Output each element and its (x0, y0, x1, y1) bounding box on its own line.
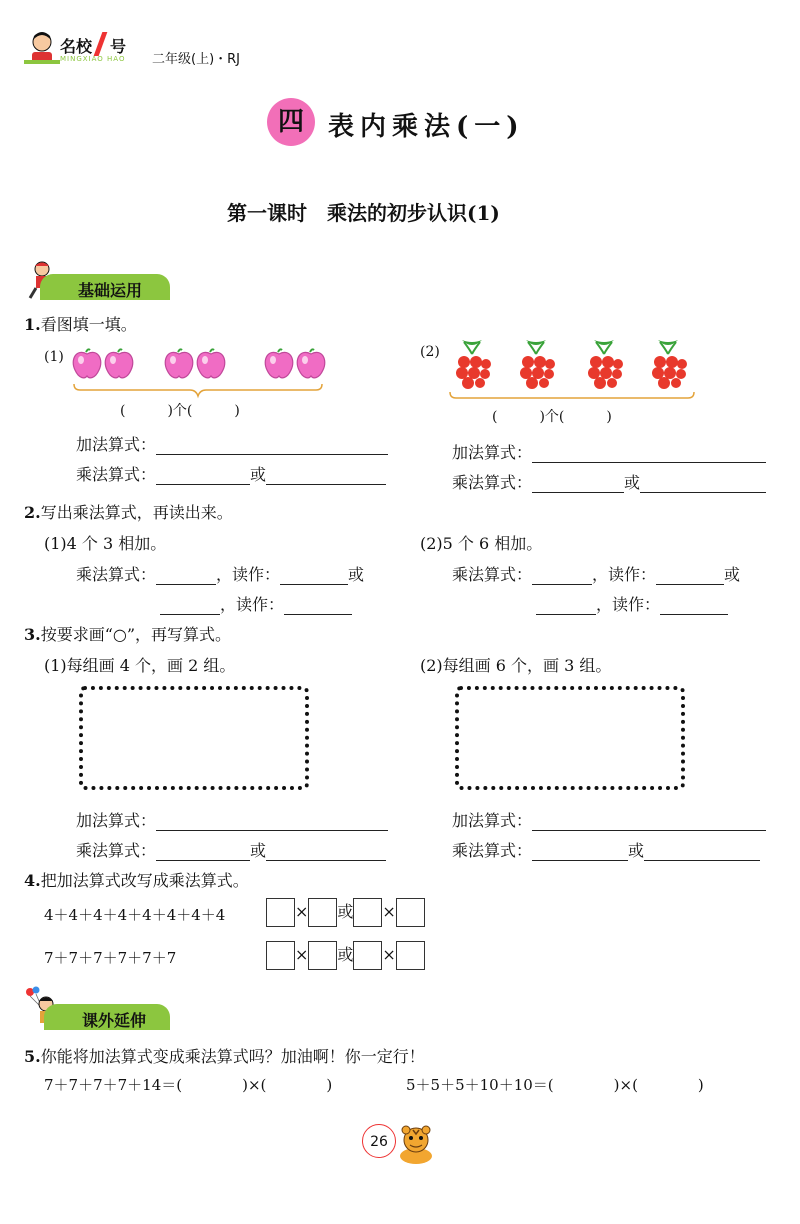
apple-icon (73, 349, 101, 377)
answer-box[interactable] (396, 898, 425, 927)
answer-line[interactable] (532, 566, 592, 585)
q3-part1-mul-row (76, 838, 386, 861)
answer-line[interactable] (532, 812, 766, 831)
answer-box[interactable] (266, 941, 295, 970)
section-title: 课外延伸 (44, 1004, 170, 1030)
add-label: 加法算式： (76, 811, 157, 830)
answer-line[interactable] (644, 842, 760, 861)
apple-icon (265, 349, 293, 377)
mul-label: 乘法算式： (76, 565, 157, 584)
unit-number: 四 (277, 107, 304, 137)
q3-part1-tag: (1)每组画 4 个，画 2 组。 (44, 656, 236, 675)
read-label: ，读作： (220, 595, 285, 614)
tiger-mascot-icon (396, 1124, 436, 1166)
q3-text: 按要求画“○”，再写算式。 (40, 625, 232, 644)
answer-line[interactable] (156, 436, 388, 455)
brand-pinyin: MINGXIAO HAO (60, 55, 126, 63)
answer-line[interactable] (156, 466, 250, 485)
answer-line[interactable] (660, 596, 728, 615)
answer-line[interactable] (160, 596, 220, 615)
mul-label: 乘法算式： (452, 841, 533, 860)
or-label: 或 (250, 465, 267, 484)
answer-line[interactable] (284, 596, 352, 615)
answer-line[interactable] (156, 842, 250, 861)
answer-line[interactable] (532, 444, 766, 463)
q4-row2-expr: 7＋7＋7＋7＋7＋7 (44, 949, 177, 967)
apple-groups-figure (72, 344, 332, 400)
drawing-area[interactable] (455, 686, 685, 790)
answer-line[interactable] (266, 466, 386, 485)
q1-text: 看图填一填。 (40, 315, 137, 334)
q2-heading (24, 500, 233, 523)
q5-expr1: 7＋7＋7＋7＋14＝( )×( ) (44, 1076, 333, 1094)
times-sign: × (382, 945, 396, 964)
apple-icon (297, 349, 325, 377)
apple-icon (105, 349, 133, 377)
q4-row1-expr: 4＋4＋4＋4＋4＋4＋4＋4 (44, 906, 226, 924)
answer-line[interactable] (532, 842, 628, 861)
lesson-title: 第一课时 乘法的初步认识(1) (227, 201, 500, 225)
q1-part1-tag: (1) (44, 349, 64, 365)
q4-row1-answer (266, 898, 425, 927)
read-label: ，读作： (216, 565, 281, 584)
brand-slash-icon (94, 32, 108, 56)
section-title: 基础运用 (40, 274, 170, 300)
q3-part2-mul-row (452, 838, 760, 861)
q3-number: 3. (24, 625, 41, 644)
brand-suffix: 号 (110, 37, 127, 56)
section-banner-basic (24, 260, 170, 300)
q1-part2-mul-row (452, 470, 766, 493)
q2-part1-row1 (76, 562, 364, 585)
mul-label: 乘法算式： (76, 465, 157, 484)
add-label: 加法算式： (76, 435, 157, 454)
q2-part2-row2 (536, 592, 728, 615)
add-label: 加法算式： (452, 443, 533, 462)
or-label: 或 (624, 473, 641, 492)
answer-line[interactable] (532, 474, 624, 493)
q4-number: 4. (24, 871, 41, 890)
cherry-groups-figure (448, 338, 698, 404)
q5-text: 你能将加法算式变成乘法算式吗？加油啊！你一定行！ (40, 1047, 425, 1066)
q1-part1-add-row (76, 432, 388, 455)
page-number-badge (362, 1124, 396, 1158)
cherry-bunch-icon (588, 340, 623, 389)
answer-box[interactable] (353, 898, 382, 927)
brand: 名校 (60, 37, 93, 56)
or-label: 或 (337, 945, 354, 964)
q2-part1-row2 (160, 592, 352, 615)
answer-line[interactable] (266, 842, 386, 861)
unit-title: 表内乘法(一) (328, 112, 525, 142)
q1-heading (24, 312, 137, 335)
cherry-bunch-icon (456, 340, 491, 389)
page-number: 26 (370, 1134, 388, 1150)
q2-part2-row1 (452, 562, 740, 585)
answer-line[interactable] (656, 566, 724, 585)
apple-icon (165, 349, 193, 377)
mul-label: 乘法算式： (452, 565, 533, 584)
mul-label: 乘法算式： (76, 841, 157, 860)
student-mascot-icon (22, 30, 62, 68)
or-label: 或 (628, 841, 645, 860)
times-sign: × (295, 945, 309, 964)
answer-line[interactable] (156, 566, 216, 585)
answer-line[interactable] (640, 474, 766, 493)
read-label: ，读作： (596, 595, 661, 614)
q1-part2-fill: ( )个( ) (492, 409, 612, 425)
q2-number: 2. (24, 503, 41, 522)
mul-label: 乘法算式： (452, 473, 533, 492)
unit-badge (267, 98, 315, 146)
q3-part1-add-row (76, 808, 388, 831)
or-label: 或 (348, 565, 365, 584)
q5-expr2: 5＋5＋5＋10＋10＝( )×( ) (406, 1076, 704, 1094)
drawing-area[interactable] (79, 686, 309, 790)
answer-box[interactable] (308, 898, 337, 927)
answer-box[interactable] (396, 941, 425, 970)
or-label: 或 (337, 902, 354, 921)
add-label: 加法算式： (452, 811, 533, 830)
q1-part1-fill: ( )个( ) (120, 403, 240, 419)
or-label: 或 (250, 841, 267, 860)
q4-row2-answer (266, 941, 425, 970)
answer-line[interactable] (156, 812, 388, 831)
q4-heading (24, 868, 249, 891)
header (22, 30, 282, 70)
q1-part2-add-row (452, 440, 766, 463)
answer-box[interactable] (353, 941, 382, 970)
q3-part2-tag: (2)每组画 6 个，画 3 组。 (420, 656, 612, 675)
q2-part2-tag: (2)5 个 6 相加。 (420, 534, 543, 553)
q3-heading (24, 622, 231, 645)
q2-part1-tag: (1)4 个 3 相加。 (44, 534, 167, 553)
answer-box[interactable] (308, 941, 337, 970)
section-banner-extension (24, 986, 170, 1030)
times-sign: × (382, 902, 396, 921)
answer-box[interactable] (266, 898, 295, 927)
q4-text: 把加法算式改写成乘法算式。 (40, 871, 249, 890)
q5-number: 5. (24, 1047, 41, 1066)
q1-number: 1. (24, 315, 41, 334)
q3-part2-add-row (452, 808, 766, 831)
cherry-bunch-icon (520, 340, 555, 389)
answer-line[interactable] (280, 566, 348, 585)
apple-icon (197, 349, 225, 377)
grade-label: 二年级(上)・RJ (152, 52, 241, 67)
q1-part1-mul-row (76, 462, 386, 485)
q5-heading (24, 1044, 425, 1067)
read-label: ，读作： (592, 565, 657, 584)
q1-part2-tag: (2) (420, 344, 440, 360)
cherry-bunch-icon (652, 340, 687, 389)
times-sign: × (295, 902, 309, 921)
answer-line[interactable] (536, 596, 596, 615)
q2-text: 写出乘法算式，再读出来。 (40, 503, 233, 522)
or-label: 或 (724, 565, 741, 584)
